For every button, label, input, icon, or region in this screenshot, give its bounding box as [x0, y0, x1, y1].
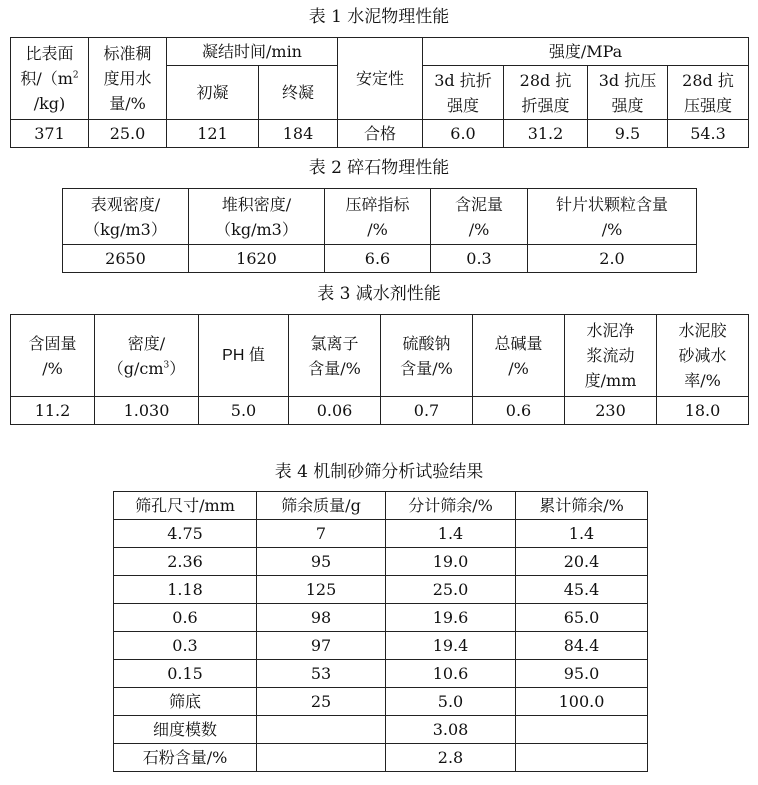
table3-caption: 表 3 减水剂性能: [317, 284, 441, 304]
header-specific-surface: 比表面 积$/(m^2$ /kg): [11, 38, 89, 120]
table-cell: 25.0: [89, 120, 167, 148]
table-cell: 2650: [63, 245, 189, 273]
header-flaky-particles: 针片状颗粒含量 /%: [528, 189, 697, 245]
table2-caption: 表 2 碎石物理性能: [308, 158, 450, 178]
header-solid-content: 含固量 /%: [11, 315, 95, 397]
header-retained-mass: 筛余质量/g: [257, 492, 386, 520]
table-cell: 45.4: [516, 576, 648, 604]
table-row: [114, 604, 648, 632]
table-cell: 0.7: [381, 397, 473, 425]
table-cell: 65.0: [516, 604, 648, 632]
header-apparent-density: 表观密度/ （kg/m3）: [63, 189, 189, 245]
table-row: [11, 397, 749, 425]
table-cell: 54.3: [668, 120, 749, 148]
table-cell: 0.06: [289, 397, 381, 425]
table-row: [114, 688, 648, 716]
table-cell: 合格: [338, 120, 423, 148]
stone-powder-value: 2.8: [386, 744, 516, 772]
header-bulk-density: 堆积密度/ （kg/m3）: [189, 189, 325, 245]
table-cell: 筛底: [114, 688, 257, 716]
table4-sand-sieve-analysis: [113, 491, 648, 772]
header-paste-fluidity: 水泥净 浆流动 度/mm: [565, 315, 657, 397]
header-crushing-index: 压碎指标 /%: [325, 189, 431, 245]
table1-cement-properties: [10, 37, 749, 148]
header-standard-consistency: 标准稠 度用水 量/%: [89, 38, 167, 120]
header-strength: 强度/MPa: [423, 38, 749, 66]
header-setting-time: 凝结时间/min: [167, 38, 338, 66]
table-cell: 230: [565, 397, 657, 425]
table-cell: 1.4: [516, 520, 648, 548]
header-chloride-content: 氯离子 含量/%: [289, 315, 381, 397]
table-cell: [257, 744, 386, 772]
table-cell: 98: [257, 604, 386, 632]
table-cell: 31.2: [504, 120, 588, 148]
header-individual-retained: 分计筛余/%: [386, 492, 516, 520]
table2-crushed-stone-properties: [62, 188, 697, 273]
header-cumulative-retained: 累计筛余/%: [516, 492, 648, 520]
table-cell: 10.6: [386, 660, 516, 688]
table-cell: 0.3: [114, 632, 257, 660]
table-cell: 5.0: [199, 397, 289, 425]
table-cell: 6.6: [325, 245, 431, 273]
table-cell: 0.3: [431, 245, 528, 273]
table-cell: 19.6: [386, 604, 516, 632]
table-row: [114, 520, 648, 548]
table-cell: 184: [259, 120, 338, 148]
table-cell: 84.4: [516, 632, 648, 660]
table-cell: 0.15: [114, 660, 257, 688]
table-cell: 19.4: [386, 632, 516, 660]
table-cell: [516, 716, 648, 744]
table-cell: 5.0: [386, 688, 516, 716]
table-row: [114, 660, 648, 688]
table4-body: [114, 520, 648, 716]
table-cell: 121: [167, 120, 259, 148]
stone-powder-label: 石粉含量/%: [114, 744, 257, 772]
table-cell: 7: [257, 520, 386, 548]
table-cell: 100.0: [516, 688, 648, 716]
table-cell: 20.4: [516, 548, 648, 576]
header-final-set: 终凝: [259, 66, 338, 120]
header-sieve-size: 筛孔尺寸/mm: [114, 492, 257, 520]
table-cell: 11.2: [11, 397, 95, 425]
table-cell: 2.36: [114, 548, 257, 576]
table-cell: 0.6: [114, 604, 257, 632]
header-mortar-water-reduction: 水泥胶 砂减水 率/%: [657, 315, 749, 397]
table-cell: 371: [11, 120, 89, 148]
table-cell: 1.4: [386, 520, 516, 548]
table-cell: 18.0: [657, 397, 749, 425]
table-cell: 1.18: [114, 576, 257, 604]
header-total-alkali: 总碱量 /%: [473, 315, 565, 397]
table-row: [114, 632, 648, 660]
fineness-modulus-label: 细度模数: [114, 716, 257, 744]
header-flexural-3d: 3d 抗折 强度: [423, 66, 504, 120]
table-cell: 2.0: [528, 245, 697, 273]
table1-caption: 表 1 水泥物理性能: [308, 7, 450, 27]
table-row: [114, 548, 648, 576]
header-initial-set: 初凝: [167, 66, 259, 120]
table3-water-reducer-properties: [10, 314, 749, 425]
table-cell: 0.6: [473, 397, 565, 425]
table-cell: 95: [257, 548, 386, 576]
fineness-modulus-row: [114, 716, 648, 744]
table-cell: 125: [257, 576, 386, 604]
table-cell: 95.0: [516, 660, 648, 688]
table-cell: 53: [257, 660, 386, 688]
header-density: 密度/ $(g/cm^3)$: [95, 315, 199, 397]
table-cell: 9.5: [588, 120, 668, 148]
table-cell: 1.030: [95, 397, 199, 425]
table-cell: 6.0: [423, 120, 504, 148]
table-row: [11, 120, 749, 148]
header-ph-value: PH 值: [199, 315, 289, 397]
header-soundness: 安定性: [338, 38, 423, 120]
table-cell: 97: [257, 632, 386, 660]
stone-powder-row: [114, 744, 648, 772]
header-mud-content: 含泥量 /%: [431, 189, 528, 245]
table-cell: 1620: [189, 245, 325, 273]
table-row: [63, 245, 697, 273]
table4-caption: 表 4 机制砂筛分析试验结果: [274, 462, 484, 482]
table-row: [114, 576, 648, 604]
header-compressive-3d: 3d 抗压 强度: [588, 66, 668, 120]
header-compressive-28d: 28d 抗 压强度: [668, 66, 749, 120]
table-cell: 4.75: [114, 520, 257, 548]
header-sodium-sulfate-content: 硫酸钠 含量/%: [381, 315, 473, 397]
fineness-modulus-value: 3.08: [386, 716, 516, 744]
table-cell: 25: [257, 688, 386, 716]
table-cell: [257, 716, 386, 744]
table-cell: [516, 744, 648, 772]
header-flexural-28d: 28d 抗 折强度: [504, 66, 588, 120]
table-cell: 25.0: [386, 576, 516, 604]
table-cell: 19.0: [386, 548, 516, 576]
